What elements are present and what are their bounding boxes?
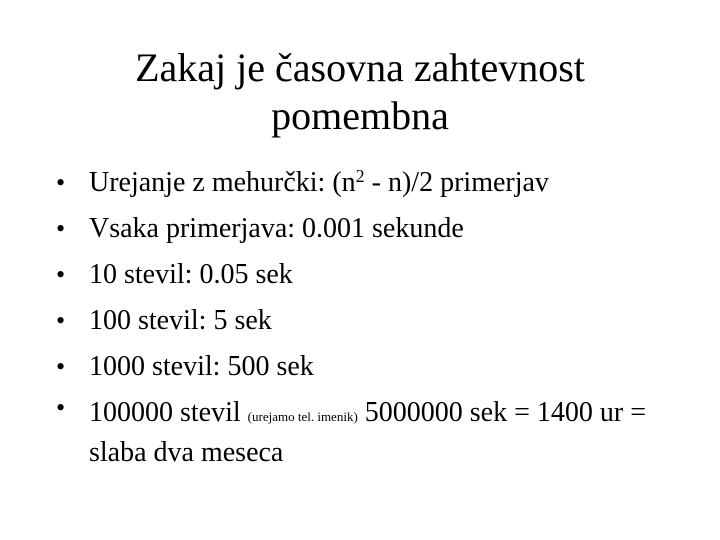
bullet-item-100-numbers [56, 298, 676, 344]
bullet-text-post: 5000000 sek = 1400 ur = slaba dva meseca [89, 397, 647, 468]
bullet-item-10-numbers [56, 252, 676, 298]
title-line-2: pomembna [271, 93, 449, 138]
bullet-text: Vsaka primerjava: 0.001 sekunde [89, 213, 464, 244]
bullet-item-1000-numbers [56, 344, 676, 390]
bullet-text: 10 stevil: 0.05 sek [89, 259, 293, 290]
bullet-text-pre: Urejanje z mehurčki: (n [89, 167, 356, 198]
title-line-1: Zakaj je časovna zahtevnost [135, 45, 585, 90]
bullet-item-100000-numbers [56, 390, 676, 471]
slide-title [60, 44, 660, 140]
bullet-dot-icon: • [56, 214, 66, 243]
bullet-text-post: - n)/2 primerjav [364, 167, 549, 198]
bullet-item-comparison-time [56, 206, 676, 252]
bullet-small-note: (urejamo tel. imenik) [247, 409, 358, 424]
bullet-text-pre: 100000 stevil [89, 397, 248, 428]
bullet-dot-icon: • [56, 393, 66, 422]
bullet-item-bubble-sort [56, 160, 676, 206]
bullet-dot-icon: • [56, 352, 66, 381]
bullet-dot-icon: • [56, 260, 66, 289]
bullet-dot-icon: • [56, 168, 66, 197]
bullet-dot-icon: • [56, 306, 66, 335]
bullet-superscript: 2 [355, 166, 365, 186]
bullet-text: 1000 stevil: 500 sek [89, 351, 314, 382]
bullet-list [56, 160, 676, 471]
bullet-text: 100 stevil: 5 sek [89, 305, 272, 336]
